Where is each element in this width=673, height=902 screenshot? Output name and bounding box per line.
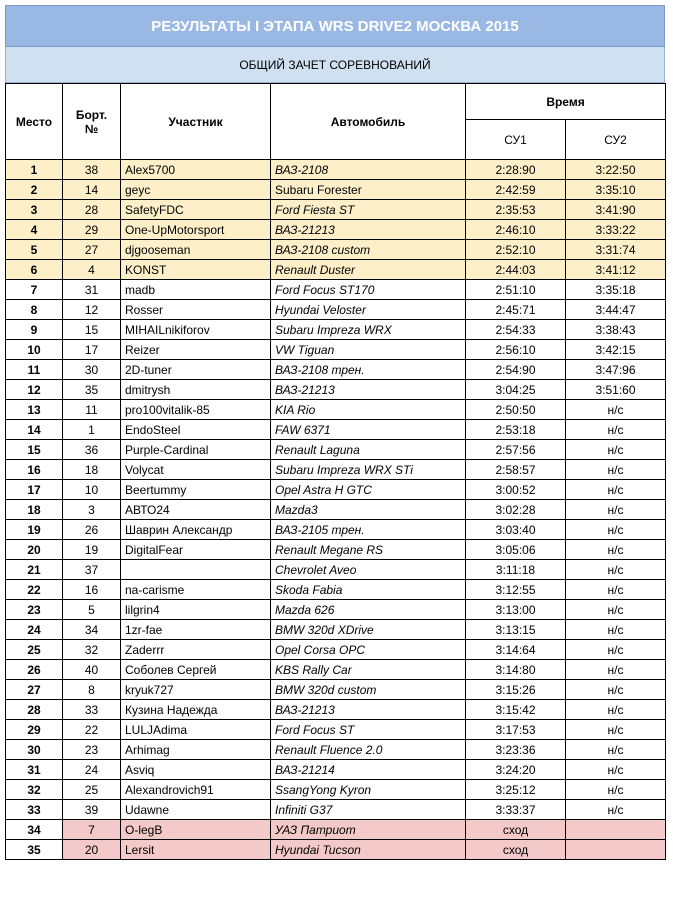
header-bort-line2: № [84,121,99,136]
row-bort: 4 [63,260,121,280]
row-bort: 32 [63,640,121,660]
row-su1: 2:42:59 [466,180,566,200]
row-bort: 23 [63,740,121,760]
row-place: 20 [6,540,63,560]
row-place: 17 [6,480,63,500]
row-car: Opel Corsa OPC [271,640,466,660]
row-bort: 16 [63,580,121,600]
row-su1: 2:51:10 [466,280,566,300]
row-car: BMW 320d XDrive [271,620,466,640]
header-time: Время [466,84,666,120]
row-bort: 3 [63,500,121,520]
table-row [6,240,666,260]
row-su1: 2:56:10 [466,340,566,360]
page-subtitle: ОБЩИЙ ЗАЧЕТ СОРЕВНОВАНИЙ [5,47,665,83]
row-su1: 2:50:50 [466,400,566,420]
row-bort: 26 [63,520,121,540]
row-bort: 37 [63,560,121,580]
row-participant: Соболев Сергей [121,660,271,680]
row-participant: pro100vitalik-85 [121,400,271,420]
row-car: Chevrolet Aveo [271,560,466,580]
row-su1: 2:35:53 [466,200,566,220]
row-su2: 3:31:74 [566,240,666,260]
row-su2: н/с [566,680,666,700]
row-su2: 3:42:15 [566,340,666,360]
table-row [6,620,666,640]
table-row [6,360,666,380]
row-su2: н/с [566,620,666,640]
row-su1: 3:14:80 [466,660,566,680]
row-place: 27 [6,680,63,700]
row-bort: 8 [63,680,121,700]
row-car: BMW 320d custom [271,680,466,700]
row-su1: 2:57:56 [466,440,566,460]
row-participant: One-UpMotorsport [121,220,271,240]
table-row [6,260,666,280]
row-place: 15 [6,440,63,460]
row-su1: 3:23:36 [466,740,566,760]
row-su1: 2:58:57 [466,460,566,480]
row-su2: н/с [566,400,666,420]
row-bort: 12 [63,300,121,320]
row-su2: н/с [566,700,666,720]
row-bort: 31 [63,280,121,300]
row-bort: 25 [63,780,121,800]
row-su1: 2:52:10 [466,240,566,260]
table-row [6,760,666,780]
row-participant: MIHAILnikiforov [121,320,271,340]
row-su2: 3:51:60 [566,380,666,400]
row-place: 25 [6,640,63,660]
row-su1: 2:53:18 [466,420,566,440]
row-place: 18 [6,500,63,520]
row-participant: Volycat [121,460,271,480]
header-su2: СУ2 [566,120,666,160]
row-bort: 20 [63,840,121,860]
row-su2: 3:41:90 [566,200,666,220]
row-participant: madb [121,280,271,300]
row-participant: 2D-tuner [121,360,271,380]
row-su1: сход [466,820,566,840]
row-place: 6 [6,260,63,280]
table-row [6,460,666,480]
table-row [6,560,666,580]
row-bort: 14 [63,180,121,200]
table-row [6,500,666,520]
row-participant: Udawne [121,800,271,820]
row-participant: lilgrin4 [121,600,271,620]
header-car: Автомобиль [271,84,466,160]
row-su2: н/с [566,580,666,600]
row-su1: 2:54:90 [466,360,566,380]
row-participant [121,560,271,580]
row-place: 33 [6,800,63,820]
row-su1: 3:12:55 [466,580,566,600]
row-place: 13 [6,400,63,420]
table-row [6,540,666,560]
row-place: 24 [6,620,63,640]
row-bort: 15 [63,320,121,340]
row-car: Ford Focus ST [271,720,466,740]
row-bort: 19 [63,540,121,560]
row-car: ВАЗ-21214 [271,760,466,780]
row-participant: DigitalFear [121,540,271,560]
row-bort: 1 [63,420,121,440]
row-car: Subaru Impreza WRX STi [271,460,466,480]
row-su2: н/с [566,500,666,520]
row-car: Mazda3 [271,500,466,520]
row-place: 32 [6,780,63,800]
table-row [6,800,666,820]
row-su2: 3:41:12 [566,260,666,280]
row-car: Subaru Forester [271,180,466,200]
row-su1: 3:24:20 [466,760,566,780]
row-su1: 3:04:25 [466,380,566,400]
row-place: 23 [6,600,63,620]
row-participant: KONST [121,260,271,280]
table-row [6,720,666,740]
header-bort-line1: Борт. [75,107,108,122]
row-su2: н/с [566,740,666,760]
row-bort: 24 [63,760,121,780]
row-bort: 22 [63,720,121,740]
row-participant: Asviq [121,760,271,780]
row-participant: Purple-Cardinal [121,440,271,460]
row-car: ВАЗ-2105 трен. [271,520,466,540]
row-su1: 3:17:53 [466,720,566,740]
row-bort: 34 [63,620,121,640]
page-title: РЕЗУЛЬТАТЫ I ЭТАПА WRS DRIVE2 МОСКВА 2015 [5,5,665,47]
table-row [6,180,666,200]
row-su2: н/с [566,480,666,500]
row-car: KIA Rio [271,400,466,420]
row-participant: Beertummy [121,480,271,500]
row-participant: 1zr-fae [121,620,271,640]
row-participant: dmitrysh [121,380,271,400]
row-place: 10 [6,340,63,360]
row-place: 11 [6,360,63,380]
row-participant: O-legB [121,820,271,840]
row-car: Ford Fiesta ST [271,200,466,220]
row-place: 4 [6,220,63,240]
row-place: 35 [6,840,63,860]
table-row [6,780,666,800]
row-su2: н/с [566,780,666,800]
row-participant: EndoSteel [121,420,271,440]
row-su1: 3:13:00 [466,600,566,620]
row-car: Ford Focus ST170 [271,280,466,300]
table-row [6,420,666,440]
row-participant: Rosser [121,300,271,320]
header-bort [63,84,121,160]
row-su1: 2:46:10 [466,220,566,240]
row-place: 26 [6,660,63,680]
row-car: ВАЗ-21213 [271,220,466,240]
row-bort: 33 [63,700,121,720]
row-su1: 3:11:18 [466,560,566,580]
row-car: Hyundai Veloster [271,300,466,320]
row-place: 9 [6,320,63,340]
row-su1: 2:54:33 [466,320,566,340]
row-car: VW Tiguan [271,340,466,360]
row-car: FAW 6371 [271,420,466,440]
row-car: Renault Fluence 2.0 [271,740,466,760]
row-su2: н/с [566,540,666,560]
row-bort: 35 [63,380,121,400]
row-participant: Alexandrovich91 [121,780,271,800]
row-car: ВАЗ-2108 [271,160,466,180]
row-car: Renault Duster [271,260,466,280]
row-su1: 3:15:42 [466,700,566,720]
row-car: ВАЗ-2108 custom [271,240,466,260]
table-row [6,160,666,180]
row-car: Opel Astra H GTC [271,480,466,500]
table-row [6,600,666,620]
table-row [6,380,666,400]
row-participant: Alex5700 [121,160,271,180]
row-su2: 3:35:10 [566,180,666,200]
row-su1: 3:25:12 [466,780,566,800]
row-bort: 27 [63,240,121,260]
row-su2: н/с [566,600,666,620]
row-car: Renault Laguna [271,440,466,460]
row-su2: 3:44:47 [566,300,666,320]
row-su2: 3:38:43 [566,320,666,340]
row-participant: Шаврин Александр [121,520,271,540]
row-bort: 10 [63,480,121,500]
row-car: ВАЗ-21213 [271,700,466,720]
row-su2: 3:35:18 [566,280,666,300]
row-su1: 3:00:52 [466,480,566,500]
row-participant: Кузина Надежда [121,700,271,720]
table-row [6,320,666,340]
row-car: Infiniti G37 [271,800,466,820]
row-su2: н/с [566,460,666,480]
row-su2: н/с [566,720,666,740]
row-su2: н/с [566,800,666,820]
table-row [6,740,666,760]
row-su2: н/с [566,660,666,680]
row-bort: 36 [63,440,121,460]
row-participant: Reizer [121,340,271,360]
row-su2: 3:22:50 [566,160,666,180]
row-participant: Lersit [121,840,271,860]
row-car: Mazda 626 [271,600,466,620]
row-bort: 17 [63,340,121,360]
row-place: 34 [6,820,63,840]
row-su1: 2:44:03 [466,260,566,280]
table-row [6,340,666,360]
row-place: 29 [6,720,63,740]
row-participant: LULJAdima [121,720,271,740]
table-row [6,400,666,420]
row-su1: 3:33:37 [466,800,566,820]
row-su1: сход [466,840,566,860]
row-bort: 39 [63,800,121,820]
row-place: 2 [6,180,63,200]
row-su2 [566,820,666,840]
row-su2: н/с [566,640,666,660]
row-place: 1 [6,160,63,180]
row-place: 3 [6,200,63,220]
row-place: 31 [6,760,63,780]
row-su1: 3:03:40 [466,520,566,540]
row-place: 22 [6,580,63,600]
row-participant: geyc [121,180,271,200]
table-row [6,300,666,320]
row-bort: 30 [63,360,121,380]
row-su2: н/с [566,420,666,440]
row-bort: 7 [63,820,121,840]
table-row [6,220,666,240]
row-su2 [566,840,666,860]
header-su1: СУ1 [466,120,566,160]
row-su2: н/с [566,760,666,780]
row-su2: н/с [566,520,666,540]
table-row [6,520,666,540]
row-participant: АВТО24 [121,500,271,520]
row-place: 12 [6,380,63,400]
row-participant: Zaderrr [121,640,271,660]
results-sheet [5,5,665,860]
row-place: 28 [6,700,63,720]
row-bort: 5 [63,600,121,620]
row-su1: 2:28:90 [466,160,566,180]
table-row [6,680,666,700]
table-row [6,640,666,660]
row-car: ВАЗ-2108 трен. [271,360,466,380]
table-row [6,480,666,500]
row-su2: 3:33:22 [566,220,666,240]
row-participant: kryuk727 [121,680,271,700]
row-place: 14 [6,420,63,440]
row-su1: 2:45:71 [466,300,566,320]
row-bort: 29 [63,220,121,240]
results-body [6,160,666,860]
row-participant: djgooseman [121,240,271,260]
header-participant: Участник [121,84,271,160]
results-table [5,83,666,860]
row-su1: 3:15:26 [466,680,566,700]
row-place: 21 [6,560,63,580]
row-car: Hyundai Tucson [271,840,466,860]
row-place: 19 [6,520,63,540]
table-row [6,840,666,860]
row-place: 16 [6,460,63,480]
row-participant: Arhimag [121,740,271,760]
row-su1: 3:02:28 [466,500,566,520]
table-row [6,820,666,840]
row-bort: 38 [63,160,121,180]
header-place: Место [6,84,63,160]
row-participant: SafetyFDC [121,200,271,220]
table-row [6,580,666,600]
table-row [6,660,666,680]
row-place: 5 [6,240,63,260]
row-bort: 40 [63,660,121,680]
row-bort: 18 [63,460,121,480]
row-su2: 3:47:96 [566,360,666,380]
row-su2: н/с [566,440,666,460]
table-row [6,200,666,220]
table-row [6,440,666,460]
row-car: SsangYong Kyron [271,780,466,800]
row-participant: na-carisme [121,580,271,600]
row-su2: н/с [566,560,666,580]
row-su1: 3:14:64 [466,640,566,660]
row-bort: 28 [63,200,121,220]
row-place: 7 [6,280,63,300]
row-su1: 3:13:15 [466,620,566,640]
row-car: Subaru Impreza WRX [271,320,466,340]
row-car: Renault Megane RS [271,540,466,560]
row-su1: 3:05:06 [466,540,566,560]
row-car: KBS Rally Car [271,660,466,680]
row-place: 8 [6,300,63,320]
row-car: УАЗ Патриот [271,820,466,840]
row-car: ВАЗ-21213 [271,380,466,400]
table-row [6,280,666,300]
row-place: 30 [6,740,63,760]
row-bort: 11 [63,400,121,420]
row-car: Skoda Fabia [271,580,466,600]
table-row [6,700,666,720]
